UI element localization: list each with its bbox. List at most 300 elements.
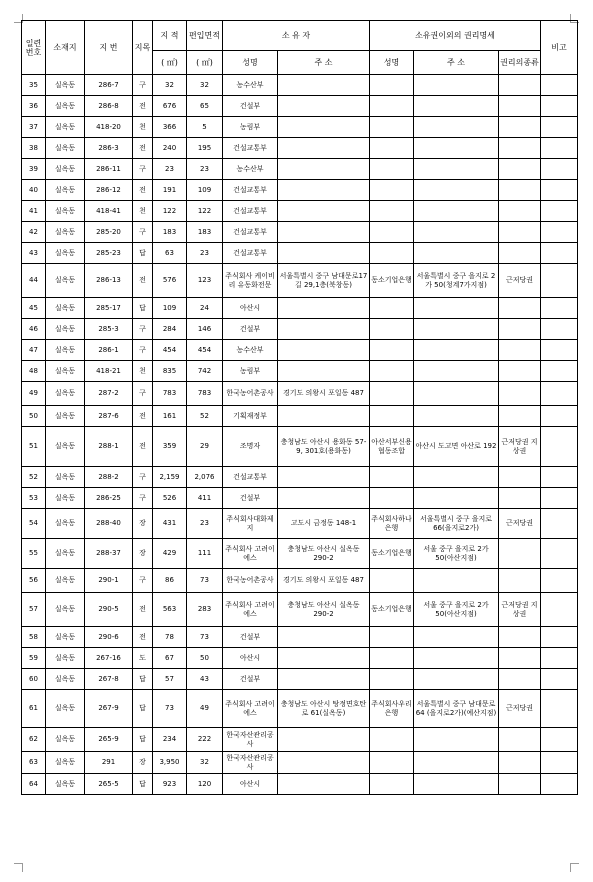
cell-incorp-area: 742 — [187, 361, 223, 382]
cell-remark — [541, 406, 578, 427]
cell-owner-name: 건설부 — [223, 96, 278, 117]
table-header — [22, 21, 578, 75]
cell-remark — [541, 539, 578, 569]
cell-rights-type — [499, 467, 541, 488]
cell-lot: 418-20 — [85, 117, 133, 138]
cell-rights-name: 동소기업은행 — [370, 539, 414, 569]
header-area: 지 적 — [153, 21, 187, 51]
cell-rights-type — [499, 340, 541, 361]
cell-land-type: 장 — [133, 539, 153, 569]
cell-remark — [541, 264, 578, 298]
cell-remark — [541, 96, 578, 117]
cell-area: 73 — [153, 690, 187, 728]
cell-incorp-area: 24 — [187, 298, 223, 319]
table-row — [22, 539, 578, 569]
table-row — [22, 96, 578, 117]
cell-incorp-area: 411 — [187, 488, 223, 509]
cell-incorp-area: 283 — [187, 593, 223, 627]
cell-rights-name — [370, 159, 414, 180]
cell-incorp-area: 32 — [187, 752, 223, 774]
cell-rights-address — [414, 361, 499, 382]
header-lot: 지 번 — [85, 21, 133, 75]
cell-rights-type — [499, 669, 541, 690]
cell-location: 실옥동 — [46, 569, 85, 593]
header-owner-name: 성명 — [223, 51, 278, 75]
cell-area: 783 — [153, 382, 187, 406]
cell-area: 32 — [153, 75, 187, 96]
cell-rights-address — [414, 627, 499, 648]
cell-remark — [541, 627, 578, 648]
cell-no: 43 — [22, 243, 46, 264]
cell-location: 실옥동 — [46, 243, 85, 264]
cell-location: 실옥동 — [46, 752, 85, 774]
cell-incorp-area: 111 — [187, 539, 223, 569]
cell-incorp-area: 195 — [187, 138, 223, 159]
cell-lot: 287-6 — [85, 406, 133, 427]
cell-remark — [541, 117, 578, 138]
cell-owner-address — [278, 361, 370, 382]
cell-incorp-area: 49 — [187, 690, 223, 728]
cell-rights-name — [370, 180, 414, 201]
header-remark: 비고 — [541, 21, 578, 75]
cell-rights-name — [370, 467, 414, 488]
cell-rights-address — [414, 180, 499, 201]
cell-rights-type — [499, 627, 541, 648]
cell-rights-type — [499, 648, 541, 669]
cell-location: 실옥동 — [46, 728, 85, 752]
cell-remark — [541, 138, 578, 159]
cell-land-type: 답 — [133, 690, 153, 728]
cell-incorp-area: 65 — [187, 96, 223, 117]
cell-incorp-area: 23 — [187, 509, 223, 539]
table-row — [22, 669, 578, 690]
cell-location: 실옥동 — [46, 75, 85, 96]
table-row — [22, 593, 578, 627]
cell-remark — [541, 690, 578, 728]
cell-area: 63 — [153, 243, 187, 264]
cell-rights-name: 아산서부신용협동조합 — [370, 427, 414, 467]
cell-land-type: 답 — [133, 669, 153, 690]
cell-rights-type — [499, 539, 541, 569]
cell-owner-name: 건설교통부 — [223, 180, 278, 201]
crop-mark-bottom-left — [14, 863, 23, 872]
cell-rights-name: 동소기업은행 — [370, 264, 414, 298]
header-land-type: 지목 — [133, 21, 153, 75]
cell-land-type: 장 — [133, 509, 153, 539]
cell-land-type: 구 — [133, 75, 153, 96]
cell-no: 61 — [22, 690, 46, 728]
header-rights-name: 성명 — [370, 51, 414, 75]
cell-rights-address — [414, 243, 499, 264]
table-row — [22, 159, 578, 180]
cell-incorp-area: 222 — [187, 728, 223, 752]
cell-owner-name: 농수산부 — [223, 159, 278, 180]
header-no: 일련번호 — [22, 21, 46, 75]
cell-area: 454 — [153, 340, 187, 361]
cell-rights-type — [499, 728, 541, 752]
cell-owner-address — [278, 774, 370, 795]
cell-remark — [541, 319, 578, 340]
cell-rights-type — [499, 138, 541, 159]
cell-location: 실옥동 — [46, 406, 85, 427]
cell-lot: 265-5 — [85, 774, 133, 795]
cell-area: 86 — [153, 569, 187, 593]
cell-land-type: 전 — [133, 593, 153, 627]
cell-lot: 290-5 — [85, 593, 133, 627]
cell-land-type: 구 — [133, 222, 153, 243]
cell-rights-address: 서울특별시 중구 을지로 66(을지로2가) — [414, 509, 499, 539]
cell-no: 47 — [22, 340, 46, 361]
cell-no: 39 — [22, 159, 46, 180]
cell-lot: 418-41 — [85, 201, 133, 222]
cell-land-type: 답 — [133, 243, 153, 264]
cell-incorp-area: 5 — [187, 117, 223, 138]
cell-incorp-area: 783 — [187, 382, 223, 406]
cell-area: 122 — [153, 201, 187, 222]
cell-rights-address: 서울 중구 을지로 2가 50(아산지점) — [414, 593, 499, 627]
cell-rights-name — [370, 319, 414, 340]
table-row — [22, 509, 578, 539]
cell-no: 46 — [22, 319, 46, 340]
header-incorp-area: 편입면적 — [187, 21, 223, 51]
cell-no: 60 — [22, 669, 46, 690]
cell-area: 183 — [153, 222, 187, 243]
header-owner-address: 주 소 — [278, 51, 370, 75]
cell-owner-address — [278, 159, 370, 180]
cell-owner-name: 한국자산관리공사 — [223, 728, 278, 752]
cell-lot: 287-2 — [85, 382, 133, 406]
table-row — [22, 427, 578, 467]
cell-rights-name — [370, 222, 414, 243]
cell-owner-name: 건설교통부 — [223, 467, 278, 488]
cell-owner-address — [278, 669, 370, 690]
cell-rights-type — [499, 96, 541, 117]
table-row — [22, 138, 578, 159]
cell-remark — [541, 298, 578, 319]
cell-location: 실옥동 — [46, 180, 85, 201]
header-rights-address: 주 소 — [414, 51, 499, 75]
cell-no: 51 — [22, 427, 46, 467]
cell-rights-name — [370, 488, 414, 509]
cell-rights-name — [370, 406, 414, 427]
cell-owner-address — [278, 406, 370, 427]
cell-rights-type — [499, 243, 541, 264]
header-incorp-area-unit: ( ㎡) — [187, 51, 223, 75]
cell-rights-type — [499, 298, 541, 319]
cell-owner-address — [278, 340, 370, 361]
table-row — [22, 340, 578, 361]
cell-owner-address: 충청남도 아산시 실옥동 290-2 — [278, 539, 370, 569]
cell-location: 실옥동 — [46, 361, 85, 382]
cell-owner-name: 건설교통부 — [223, 138, 278, 159]
cell-rights-name — [370, 648, 414, 669]
cell-land-type: 전 — [133, 427, 153, 467]
cell-land-type: 구 — [133, 488, 153, 509]
cell-location: 실옥동 — [46, 627, 85, 648]
cell-owner-address — [278, 319, 370, 340]
cell-owner-name: 아산시 — [223, 298, 278, 319]
cell-incorp-area: 73 — [187, 569, 223, 593]
cell-no: 54 — [22, 509, 46, 539]
cell-owner-name: 한국농어촌공사 — [223, 569, 278, 593]
cell-no: 49 — [22, 382, 46, 406]
cell-incorp-area: 109 — [187, 180, 223, 201]
header-area-unit: ( ㎡) — [153, 51, 187, 75]
cell-area: 2,159 — [153, 467, 187, 488]
cell-owner-address: 경기도 의왕시 포일동 487 — [278, 569, 370, 593]
cell-land-type: 천 — [133, 117, 153, 138]
cell-rights-address: 아산시 도고면 아산로 192 — [414, 427, 499, 467]
table-row — [22, 117, 578, 138]
cell-land-type: 전 — [133, 96, 153, 117]
cell-area: 563 — [153, 593, 187, 627]
cell-location: 실옥동 — [46, 467, 85, 488]
cell-incorp-area: 23 — [187, 159, 223, 180]
cell-no: 59 — [22, 648, 46, 669]
cell-lot: 288-37 — [85, 539, 133, 569]
cell-rights-address — [414, 406, 499, 427]
cell-owner-name: 기획재정부 — [223, 406, 278, 427]
cell-rights-name — [370, 138, 414, 159]
cell-rights-address — [414, 648, 499, 669]
cell-rights-address — [414, 752, 499, 774]
cell-lot: 288-1 — [85, 427, 133, 467]
cell-area: 526 — [153, 488, 187, 509]
cell-location: 실옥동 — [46, 488, 85, 509]
cell-rights-name — [370, 298, 414, 319]
cell-owner-address — [278, 627, 370, 648]
cell-land-type: 구 — [133, 159, 153, 180]
cell-rights-type: 근저당권 지상권 — [499, 593, 541, 627]
cell-no: 37 — [22, 117, 46, 138]
table-row — [22, 488, 578, 509]
cell-rights-name — [370, 201, 414, 222]
cell-area: 23 — [153, 159, 187, 180]
cell-land-type: 전 — [133, 138, 153, 159]
table-row — [22, 319, 578, 340]
cell-no: 45 — [22, 298, 46, 319]
cell-rights-type — [499, 774, 541, 795]
cell-rights-address — [414, 728, 499, 752]
cell-rights-address — [414, 569, 499, 593]
cell-remark — [541, 467, 578, 488]
cell-land-type: 전 — [133, 627, 153, 648]
cell-location: 실옥동 — [46, 319, 85, 340]
cell-area: 191 — [153, 180, 187, 201]
cell-no: 40 — [22, 180, 46, 201]
cell-location: 실옥동 — [46, 201, 85, 222]
cell-owner-address — [278, 752, 370, 774]
cell-owner-name: 건설부 — [223, 319, 278, 340]
cell-no: 44 — [22, 264, 46, 298]
cell-remark — [541, 648, 578, 669]
cell-area: 78 — [153, 627, 187, 648]
cell-location: 실옥동 — [46, 298, 85, 319]
cell-rights-address — [414, 201, 499, 222]
cell-remark — [541, 340, 578, 361]
cell-rights-name — [370, 569, 414, 593]
cell-area: 366 — [153, 117, 187, 138]
cell-land-type: 구 — [133, 319, 153, 340]
cell-lot: 291 — [85, 752, 133, 774]
cell-rights-name — [370, 627, 414, 648]
cell-rights-address — [414, 488, 499, 509]
cell-incorp-area: 50 — [187, 648, 223, 669]
cell-rights-address: 서울특별시 중구 을지로 2가 50(청계7가지점) — [414, 264, 499, 298]
cell-owner-name: 한국자산관리공사 — [223, 752, 278, 774]
cell-remark — [541, 728, 578, 752]
cell-rights-address — [414, 298, 499, 319]
cell-area: 576 — [153, 264, 187, 298]
cell-owner-address: 충청남도 아산시 탕정면호탄로 61(실옥동) — [278, 690, 370, 728]
cell-rights-name — [370, 96, 414, 117]
cell-owner-address — [278, 201, 370, 222]
cell-rights-name: 동소기업은행 — [370, 593, 414, 627]
cell-rights-name — [370, 382, 414, 406]
cell-remark — [541, 669, 578, 690]
cell-lot: 286-12 — [85, 180, 133, 201]
cell-location: 실옥동 — [46, 222, 85, 243]
cell-rights-address — [414, 319, 499, 340]
cell-location: 실옥동 — [46, 690, 85, 728]
header-owner-group: 소 유 자 — [223, 21, 370, 51]
cell-owner-address — [278, 96, 370, 117]
cell-land-type: 답 — [133, 728, 153, 752]
cell-land-type: 답 — [133, 774, 153, 795]
cell-area: 240 — [153, 138, 187, 159]
table-row — [22, 728, 578, 752]
cell-remark — [541, 222, 578, 243]
cell-rights-type — [499, 361, 541, 382]
cell-incorp-area: 73 — [187, 627, 223, 648]
cell-no: 35 — [22, 75, 46, 96]
table-row — [22, 569, 578, 593]
cell-land-type: 답 — [133, 298, 153, 319]
cell-lot: 290-6 — [85, 627, 133, 648]
cell-owner-address — [278, 75, 370, 96]
cell-land-type: 구 — [133, 467, 153, 488]
cell-land-type: 도 — [133, 648, 153, 669]
cell-location: 실옥동 — [46, 593, 85, 627]
cell-incorp-area: 120 — [187, 774, 223, 795]
cell-rights-name: 주식회사하나은행 — [370, 509, 414, 539]
cell-location: 실옥동 — [46, 117, 85, 138]
cell-area: 234 — [153, 728, 187, 752]
cell-owner-name: 주식회사 고려이에스 — [223, 539, 278, 569]
cell-lot: 267-9 — [85, 690, 133, 728]
cell-location: 실옥동 — [46, 159, 85, 180]
cell-area: 923 — [153, 774, 187, 795]
table-row — [22, 222, 578, 243]
cell-no: 57 — [22, 593, 46, 627]
cell-remark — [541, 382, 578, 406]
table-body — [22, 75, 578, 795]
cell-owner-name: 건설부 — [223, 627, 278, 648]
cell-owner-name: 건설교통부 — [223, 222, 278, 243]
cell-owner-name: 한국농어촌공사 — [223, 382, 278, 406]
cell-no: 36 — [22, 96, 46, 117]
cell-land-type: 장 — [133, 752, 153, 774]
cell-rights-type: 근저당권 — [499, 690, 541, 728]
cell-owner-name: 조명자 — [223, 427, 278, 467]
cell-area: 161 — [153, 406, 187, 427]
cell-owner-address: 경기도 의왕시 포일동 487 — [278, 382, 370, 406]
table-row — [22, 264, 578, 298]
cell-location: 실옥동 — [46, 340, 85, 361]
cell-owner-address — [278, 488, 370, 509]
table-row — [22, 752, 578, 774]
cell-area: 431 — [153, 509, 187, 539]
cell-remark — [541, 752, 578, 774]
table-row — [22, 361, 578, 382]
cell-owner-name: 농수산부 — [223, 340, 278, 361]
table-row — [22, 201, 578, 222]
cell-owner-address — [278, 222, 370, 243]
cell-lot: 418-21 — [85, 361, 133, 382]
cell-owner-address: 고도시 금정동 148-1 — [278, 509, 370, 539]
cell-location: 실옥동 — [46, 264, 85, 298]
cell-rights-type: 근저당권 — [499, 264, 541, 298]
cell-lot: 285-23 — [85, 243, 133, 264]
cell-rights-type — [499, 406, 541, 427]
cell-rights-address — [414, 340, 499, 361]
cell-remark — [541, 180, 578, 201]
cell-location: 실옥동 — [46, 669, 85, 690]
cell-area: 284 — [153, 319, 187, 340]
cell-rights-name — [370, 669, 414, 690]
cell-rights-name: 주식회사우리은행 — [370, 690, 414, 728]
cell-lot: 286-7 — [85, 75, 133, 96]
cell-owner-address — [278, 467, 370, 488]
cell-remark — [541, 509, 578, 539]
cell-remark — [541, 243, 578, 264]
table-row — [22, 648, 578, 669]
cell-owner-name: 주식회사대화제지 — [223, 509, 278, 539]
cell-owner-address — [278, 180, 370, 201]
cell-lot: 286-1 — [85, 340, 133, 361]
cell-owner-address — [278, 728, 370, 752]
table-row — [22, 627, 578, 648]
cell-land-type: 전 — [133, 264, 153, 298]
cell-incorp-area: 123 — [187, 264, 223, 298]
cell-remark — [541, 488, 578, 509]
cell-rights-type: 근저당권 — [499, 509, 541, 539]
cell-land-type: 구 — [133, 569, 153, 593]
cell-lot: 290-1 — [85, 569, 133, 593]
cell-no: 64 — [22, 774, 46, 795]
cell-incorp-area: 29 — [187, 427, 223, 467]
cell-rights-type — [499, 488, 541, 509]
cell-remark — [541, 427, 578, 467]
cell-lot: 285-3 — [85, 319, 133, 340]
cell-rights-type — [499, 752, 541, 774]
table-row — [22, 382, 578, 406]
cell-area: 835 — [153, 361, 187, 382]
cell-rights-type: 근저당권 지상권 — [499, 427, 541, 467]
cell-rights-address: 서울 중구 을지로 2가 50(아산지점) — [414, 539, 499, 569]
cell-owner-address — [278, 298, 370, 319]
cell-rights-type — [499, 117, 541, 138]
cell-no: 53 — [22, 488, 46, 509]
cell-owner-name: 주식회사 케이비리 유동화전문 — [223, 264, 278, 298]
cell-lot: 285-20 — [85, 222, 133, 243]
header-rights-type: 권리의종류 — [499, 51, 541, 75]
cell-land-type: 구 — [133, 382, 153, 406]
table-row — [22, 406, 578, 427]
cell-rights-type — [499, 569, 541, 593]
cell-no: 50 — [22, 406, 46, 427]
cell-area: 676 — [153, 96, 187, 117]
